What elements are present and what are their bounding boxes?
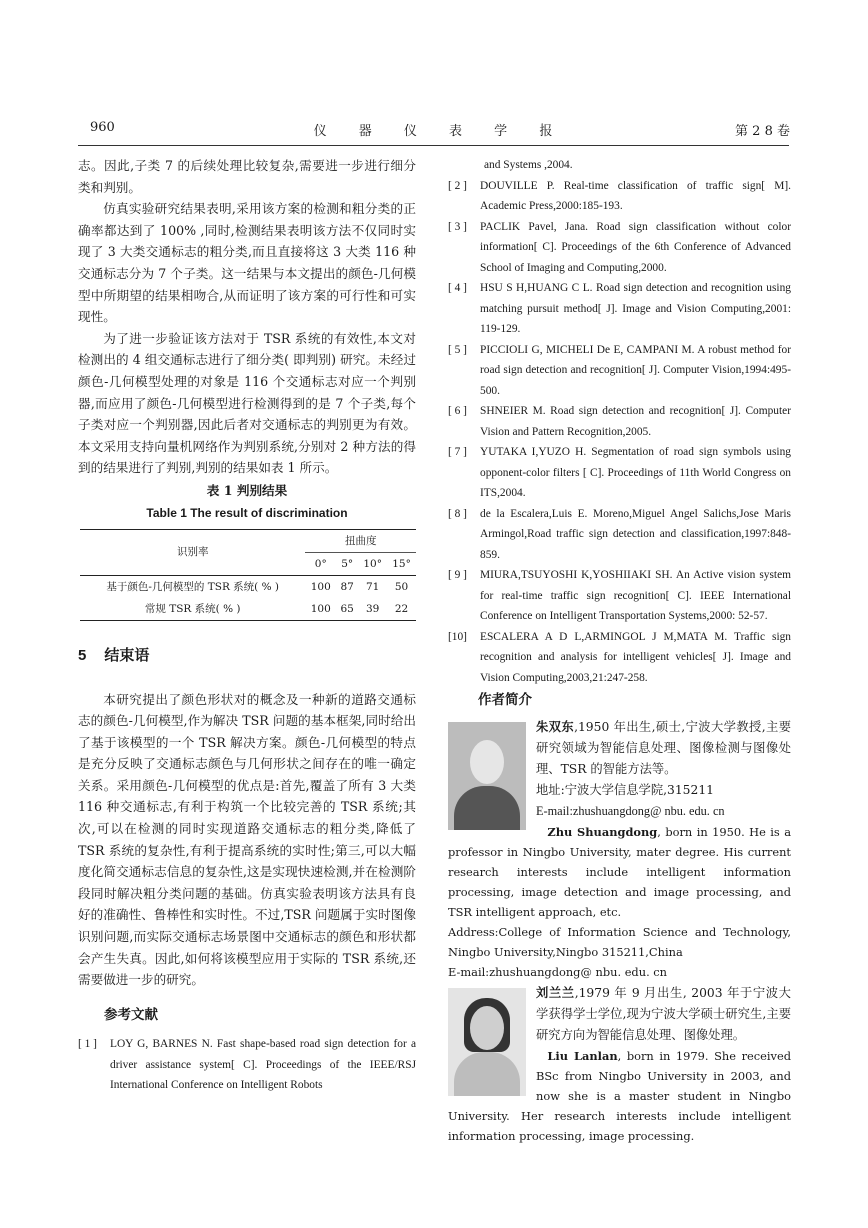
author-bio-2: 刘兰兰,1979 年 9 月出生, 2003 年于宁波大学获得学士学位,现为宁波大学硕士研究生,主要研究方向为智能信息处理、图像处理。 Liu Lanlan, born in 1979. She received BSc from Ningbo University in 2003, and now she is a master student in Ningbo University. Her research interests include intelligent information processing, image processing. [448, 984, 791, 1143]
cell: 100 [310, 580, 331, 593]
header-rule [78, 145, 789, 146]
reference-item: [ 5 ] PICCIOLI G, MICHELI De E, CAMPANI M. A robust method for road sign detection and recognition[ J]. Computer Vision,1994:495-500. [448, 343, 791, 397]
author-bio-1: 朱双东,1950 年出生,硕士,宁波大学教授,主要研究领域为智能信息处理、图像检测与图像处理、TSR 的智能方法等。 地址:宁波大学信息学院,315211 E-mail:zhushuangdong@ nbu. edu. cn Zhu Shuangdong, born in 1950. He is a professor in Ningbo University, mater degree. His current research interests include intelligent information processing, image detection and image processing, and TSR intelligent approach, etc. Address:College of Information Science and Technology, Ningbo University,Ningbo 315211,China E-mail:zhushuangdong@ nbu. edu. cn [448, 716, 791, 982]
angle-header: 5° [341, 557, 354, 570]
reference-item: [ 3 ] PACLIK Pavel, Jana. Road sign classification without color information[ C]. Proceedings of the 6th Conference of Advanced School of Imaging and Computing,2000. [448, 220, 791, 274]
author-name-en: Zhu Shuangdong [547, 824, 658, 839]
angle-header: 10° [363, 557, 382, 570]
reference-item: [ 9 ] MIURA,TSUYOSHI K,YOSHIIAKI SH. An Active vision system for real-time traffic sign recognition[ C]. IEEE International Conference on Intelligent Transportation Systems,2000: 52-57. [448, 569, 791, 622]
cell: 22 [394, 602, 409, 615]
results-table [80, 529, 416, 621]
section-number: 5 [78, 646, 87, 664]
row-label: 常规 TSR 系统( % ) [144, 602, 241, 615]
author-email: E-mail:zhushuangdong@ nbu. edu. cn [536, 803, 725, 818]
section-title: 结束语 [104, 646, 150, 664]
reference-item: [ 8 ] de la Escalera,Luis E. Moreno,Miguel Angel Salichs,Jose Maris Armingol,Road traffic sign detection and classification,1997:848-859. [448, 507, 791, 561]
cell: 50 [394, 580, 409, 593]
reference-item: [ 4 ] HSU S H,HUANG C L. Road sign detection and recognition using matching pursuit method[ J]. Image and Vision Computing,2001: 119-129. [448, 282, 791, 335]
journal-name: 仪 器 仪 表 学 报 [313, 124, 567, 139]
author-photo [448, 988, 526, 1096]
table-caption-cn: 表 1 判别结果 [206, 482, 288, 498]
reference-item: [ 6 ] SHNEIER M. Road sign detection and recognition[ J]. Computer Vision and Pattern Recognition,2005. [448, 405, 791, 438]
table-row [80, 575, 416, 598]
angle-header: 0° [314, 557, 327, 570]
author-address-en: Address:College of Information Science and Technology, Ningbo University,Ningbo 315211,China [448, 924, 791, 959]
author-name-cn: 刘兰兰 [536, 984, 575, 1000]
left-column [78, 155, 416, 1096]
cell: 39 [365, 602, 380, 615]
references-heading: 参考文献 [104, 1006, 158, 1023]
reference-number: [ 1 ] [78, 1038, 97, 1051]
paragraph: 为了进一步验证该方法对于 TSR 系统的有效性,本文对检测出的 4 组交通标志进行了细分类( 即判别) 研究。未经过颜色-几何模型处理的对象是 116 个交通标志对应一个判别器,而应用了颜色-几何模型进行检测得到的是 7 个子类,每个子类对应一个判别器,因此后者对交通标志的判别更为有效。本文采用支持向量机网络作为判别系统,分别对 2 种方法的得到的结果进行了判别,判别的结果如表 1 所示。 [78, 330, 416, 476]
section-heading [78, 645, 416, 667]
running-header [90, 120, 790, 140]
reference-continuation: and Systems ,2004. [484, 159, 573, 171]
author-photo [448, 722, 526, 830]
reference-item [78, 1034, 416, 1096]
angle-header: 15° [392, 557, 411, 570]
author-name-en: Liu Lanlan [547, 1048, 618, 1063]
page-number: 960 [90, 120, 115, 135]
author-address: 地址:宁波大学信息学院,315211 [536, 782, 714, 797]
paragraph: 本研究提出了颜色形状对的概念及一种新的道路交通标志的颜色-几何模型,作为解决 TSR 问题的基本框架,同时给出了基于该模型的一个 TSR 解决方案。颜色-几何模型的特点是充分反映了交通标志颜色与几何形状之间存在的唯一确定关系。采用颜色-几何模型的优点是:首先,覆盖了所有 3 大类 116 种交通标志,有利于构筑一个比较完善的 TSR 系统;其次,可以在检测的同时实现道路交通标志的粗分类,降低了 TSR 系统的复杂性,有利于提高系统的实时性;第三,可以大幅度化简交通标志信息的复杂性,这是实现快速检测,并在检测阶段同时解决粗分类问题的基础。仿真实验表明该方法具有良好的准确性、鲁棒性和实时性。不过,TSR 问题属于实时图像识别问题,而实际交通标志场景图中交通标志的颜色和形状都会产生失真。因此,如何将该模型应用于实际的 TSR 系统,还需要做进一步的研究。 [78, 691, 416, 988]
reference-item: [ 2 ] DOUVILLE P. Real-time classification of traffic sign[ M]. Academic Press,2000:185-193. [448, 179, 791, 212]
cell: 100 [310, 602, 331, 615]
cell: 65 [340, 602, 354, 615]
author-name-cn: 朱双东 [536, 718, 575, 734]
reference-item: [10] ESCALERA A D L,ARMINGOL J M,MATA M. Traffic sign recognition and analysis for intelligent vehicles[ J]. Image and Vision Computing,2003,21:247-258. [448, 630, 791, 684]
table-caption-en: Table 1 The result of discrimination [146, 505, 348, 520]
cell: 71 [365, 580, 380, 593]
table-row [80, 598, 416, 621]
table-group-header: 扭曲度 [305, 529, 416, 552]
table-corner-header: 识别率 [80, 529, 305, 575]
volume-label: 第 2 8 卷 [735, 124, 790, 139]
author-email-en: E-mail:zhushuangdong@ nbu. edu. cn [448, 964, 668, 979]
cell: 87 [340, 580, 354, 593]
author-bio-heading: 作者简介 [478, 692, 532, 708]
paragraph: 志。因此,子类 7 的后续处理比较复杂,需要进一步进行细分类和判别。 [78, 158, 416, 195]
paragraph: 仿真实验研究结果表明,采用该方案的检测和粗分类的正确率都达到了 100% ,同时,检测结果表明该方法不仅同时实现了 3 大类交通标志的粗分类,而且直接将这 3 大类 116 种交通标志分为 7 个子类。这一结果与本文提出的颜色-几何模型中所期望的结果相吻合,从而证明了该方案的可行性和可实现性。 [78, 201, 416, 325]
row-label: 基于颜色-几何模型的 TSR 系统( % ) [106, 580, 280, 593]
reference-text: LOY G, BARNES N. Fast shape-based road sign detection for a driver assistance system[ C]. Proceedings of the IEEE/RSJ International Conference on Intelligent Robots [110, 1038, 416, 1092]
reference-item: [ 7 ] YUTAKA I,YUZO H. Segmentation of road sign symbols using opponent-color filters [ C]. Proceedings of 11th World Congress on ITS,2004. [448, 446, 791, 499]
right-column [448, 155, 791, 1146]
